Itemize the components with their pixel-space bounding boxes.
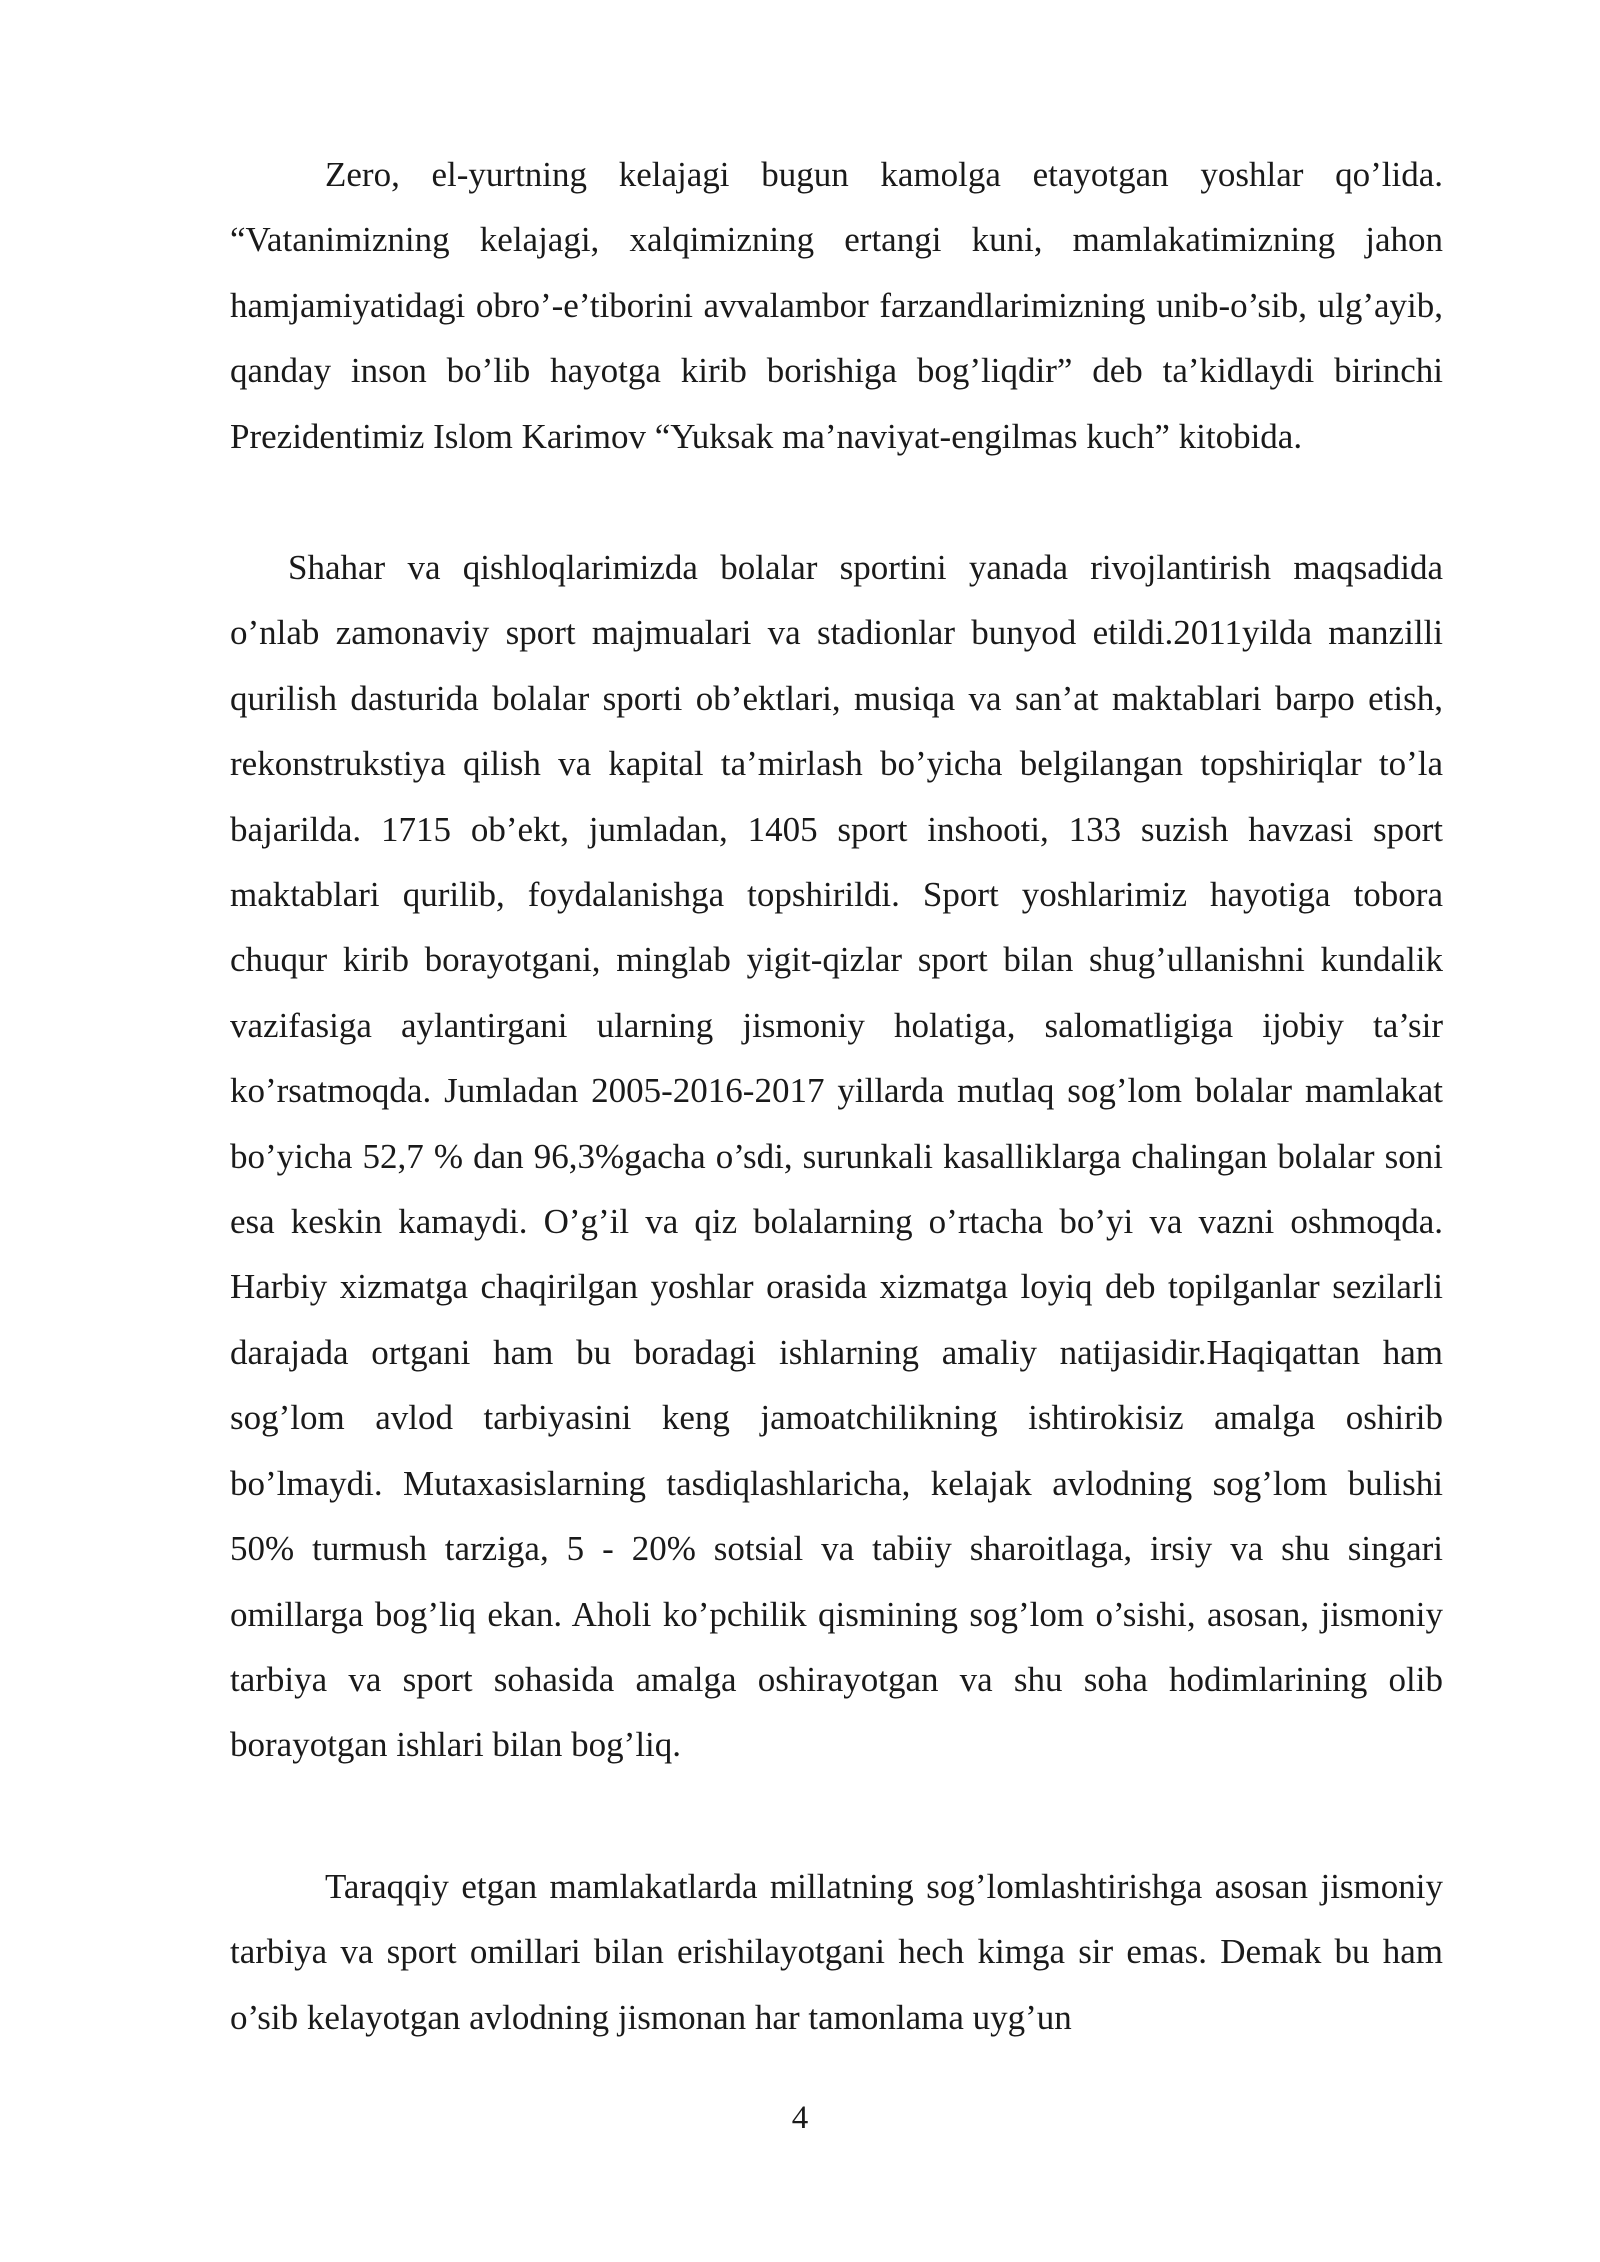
paragraph-developed-countries: Taraqqiy etgan mamlakatlarda millatning sog’lomlashtirishga asosan jismoniy tarbiya va sport omillari bilan erishilayotgani hech kimga sir emas. Demak bu ham o’sib kelayotgan avlodning jismonan har tamonlama uyg’un [230, 1867, 1443, 2037]
paragraph-sport-development: Shahar va qishloqlarimizda bolalar sportini yanada rivojlantirish maqsadida o’nlab zamonaviy sport majmualari va stadionlar bunyod etildi.2011yilda manzilli qurilish dasturida bolalar sporti ob’ektlari, musiqa va san’at maktablari barpo etish, rekonstrukstiya qilish va kapital ta’mirlash bo’yicha belgilangan topshiriqlar to’la bajarilda. 1715 ob’ekt, jumladan, 1405 sport inshooti, 133 suzish havzasi sport maktablari qurilib, foydalanishga topshirildi. Sport yoshlarimiz hayotiga tobora chuqur kirib borayotgani, minglab yigit-qizlar sport bilan shug’ullanishni kundalik vazifasiga aylantirgani ularning jismoniy holatiga, salomatligiga ijobiy ta’sir ko’rsatmoqda. Jumladan 2005-2016-2017 yillarda mutlaq sog’lom bolalar mamlakat bo’yicha 52,7 % dan 96,3%gacha o’sdi, surunkali kasalliklarga chalingan bolalar soni esa keskin kamaydi. O’g’il va qiz bolalarning o’rtacha bo’yi va vazni oshmoqda. Harbiy xizmatga chaqirilgan yoshlar orasida xizmatga loyiq deb topilganlar sezilarli darajada ortgani ham bu boradagi ishlarning amaliy natijasidir.Haqiqattan ham sog’lom avlod tarbiyasini keng jamoatchilikning ishtirokisiz amalga oshirib bo’lmaydi. Mutaxasislarning tasdiqlashlaricha, kelajak avlodning sog’lom bulishi 50% turmush tarziga, 5 - 20% sotsial va tabiiy sharoitlaga, irsiy va shu singari omillarga bog’liq ekan. Aholi ko’pchilik qismining sog’lom o’sishi, asosan, jismoniy tarbiya va sport sohasida amalga oshirayotgan va shu soha hodimlarining olib borayotgan ishlari bilan bog’liq. [230, 548, 1443, 1765]
paragraph-intro: Zero, el-yurtning kelajagi bugun kamolga etayotgan yoshlar qo’lida. “Vatanimizning kelajagi, xalqimizning ertangi kuni, mamlakatimizning jahon hamjamiyatidagi obro’-e’tiborini avvalambor farzandlarimizning unib-o’sib, ulg’ayib, qanday inson bo’lib hayotga kirib borishiga bog’liqdir” deb ta’kidlaydi birinchi Prezidentimiz Islom Karimov “Yuksak ma’naviyat-engilmas kuch” kitobida. [230, 155, 1443, 456]
page-number: 4 [791, 2100, 809, 2136]
